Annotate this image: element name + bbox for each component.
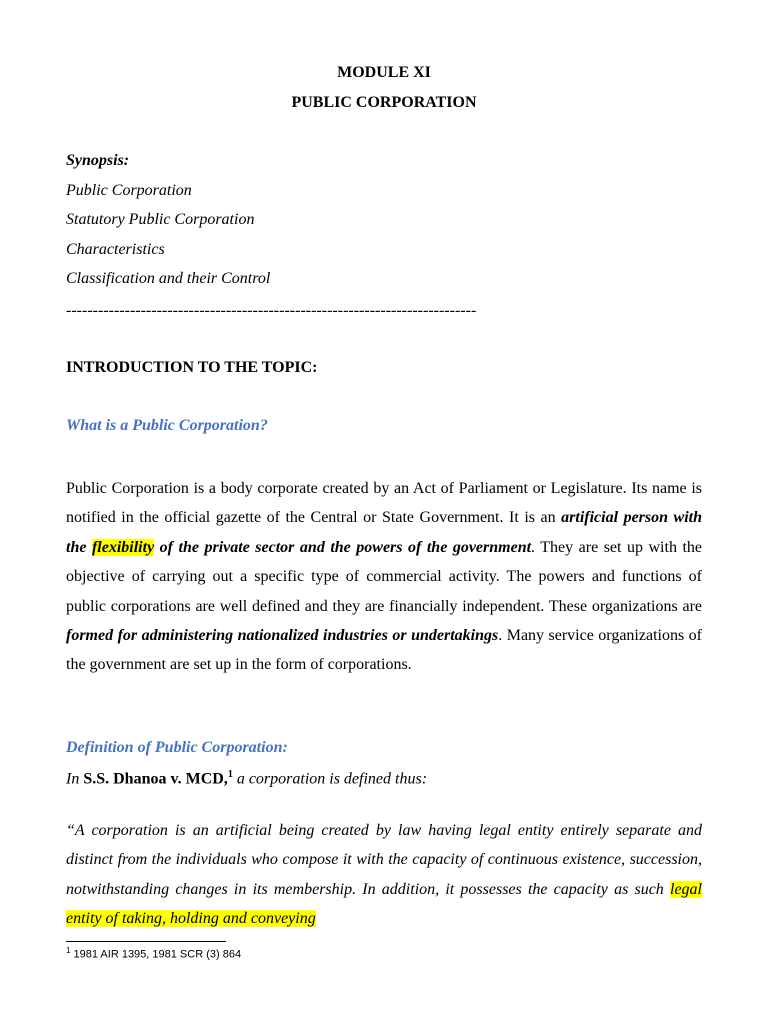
paragraph-text: . They are set up with the objective of carrying out a specific type of commercial activity. The powers and functions of public corporations are well defined and they are financially independent. These organizations are <box>66 538 702 615</box>
synopsis-item: Characteristics <box>66 241 165 258</box>
case-suffix: a corporation is defined thus: <box>232 770 428 788</box>
paragraph-text: Public Corporation is a body corporate created by an Act of Parliament or Legislature. Its name is notified in the official gazette of the Central or State Government. It is an <box>66 480 702 527</box>
footnote-mark: 1 <box>66 946 71 955</box>
question-heading: What is a Public Corporation? <box>66 417 268 434</box>
intro-heading: INTRODUCTION TO THE TOPIC: <box>66 359 318 376</box>
definition-heading: Definition of Public Corporation: <box>66 739 288 756</box>
synopsis-item: Statutory Public Corporation <box>66 211 255 228</box>
highlighted-text: flexibility <box>91 538 155 556</box>
case-name: S.S. Dhanoa v. MCD, <box>83 770 228 788</box>
paragraph-text: . Many service organizations of the government are set up in the form of corporations. <box>66 627 702 674</box>
synopsis-item: Public Corporation <box>66 182 192 199</box>
module-title: MODULE XI <box>337 64 431 81</box>
synopsis-heading: Synopsis: <box>66 152 130 169</box>
footnote <box>66 946 241 961</box>
case-citation-line <box>66 769 427 788</box>
case-prefix: In <box>66 770 84 788</box>
footnote-reference[interactable]: 1 <box>227 769 233 780</box>
footnote-separator <box>66 941 226 942</box>
module-subject: PUBLIC CORPORATION <box>291 94 477 111</box>
emphasis-text: artificial person with the <box>66 509 703 556</box>
quote-text: “A corporation is an artificial being created by law having legal entity entirely separate and distinct from the individuals who compose it with the capacity of continuous existence, succession, notwithstanding changes in its membership. In addition, it possesses the capacity as such <box>66 822 702 898</box>
synopsis-item: Classification and their Control <box>66 270 271 287</box>
definition-quote <box>66 816 702 934</box>
section-divider: ----------------------------------------------------------------------------- <box>66 302 477 319</box>
footnote-text: 1981 AIR 1395, 1981 SCR (3) 864 <box>70 948 242 961</box>
highlighted-text: legal entity of taking, holding and conveying <box>66 880 702 928</box>
emphasis-text: of the private sector and the powers of the government <box>154 538 532 556</box>
body-paragraph <box>66 474 702 680</box>
emphasis-text: formed for administering nationalized industries or undertakings <box>66 627 499 645</box>
